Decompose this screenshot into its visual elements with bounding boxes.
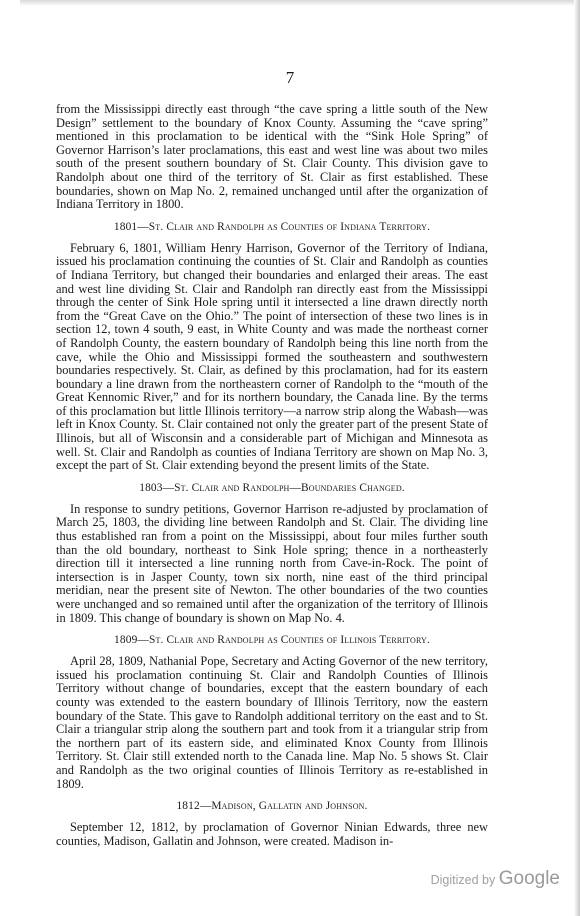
watermark-prefix: Digitized by [430, 873, 496, 887]
digitized-by-google-watermark [431, 868, 560, 890]
page-number: 7 [285, 68, 295, 87]
page-edge-shadow [574, 0, 580, 916]
google-logo: Google [498, 868, 560, 889]
paragraph: February 6, 1801, William Henry Harrison, Governor of the Territory of Indiana, issued his proclamation continuing the counties of St. Clair and Randolph as counties of Indiana Territory, but changed their boundaries and enlarged their areas. The east and west line dividing St. Clair and Randolph ran directly east from the Mississippi through the center of Sink Hole spring until it intersected a line drawn directly north from the “Great Cave on the Ohio.” The point of intersection of these two lines is in section 12, town 4 south, 9 east, in White County and was made the northeast corner of Randolph County, the eastern boundary of Randolph being this line north from the cave, while the Ohio and Mississippi formed the southeastern and southwestern boundaries respectively. St. Clair, as defined by this proclamation, had for its eastern boundary a line drawn from the northeastern corner of Randolph to the “mouth of the Great Kennomic River,” and for its northern boundary, the Canada line. By the terms of this proclamation but little Illinois territory—a narrow strip along the Wabash—was left in Knox County. St. Clair contained not only the greater part of the present State of Illinois, but all of Wisconsin and a considerable part of Michigan and Minnesota as well. St. Clair and Randolph as counties of Indiana Territory are shown on Map No. 3, except the part of St. Clair extending beyond the present limits of the State. [56, 240, 488, 473]
page-top-shadow [20, 0, 576, 6]
page-body [56, 103, 488, 848]
paragraph: from the Mississippi directly east through “the cave spring a little south of the New Design” settlement to the boundary of Knox County. Assuming the “cave spring” mentioned in this proclamation to be identical with the “Sink Hole Spring” of Governor Harrison’s later proclamations, this east and west line was about two miles south of the present southern boundary of St. Clair County. This division gave to Randolph about one third of the territory of St. Clair as first established. These boundaries, shown on Map No. 2, remained unchanged until after the organization of Indiana Territory in 1800. [56, 102, 488, 212]
section-heading: 1809—St. Clair and Randolph as Counties of Illinois Territory. [114, 634, 430, 647]
paragraph: April 28, 1809, Nathanial Pope, Secretary and Acting Governor of the new territory, issued his proclamation continuing St. Clair and Randolph Counties of Illinois Territory without change of boundaries, except that the eastern boundary of each county was extended to the eastern boundary of Illinois Territory, now the eastern boundary of the State. This gave to Randolph additional territory on the east and to St. Clair a triangular strip along the southern part and took from it a triangular strip from the northern part of its eastern side, and eliminated Knox County from Illinois Territory. St. Clair still extended north to the Canada line. Map No. 5 shows St. Clair and Randolph as the two original counties of Illinois Territory as re-established in 1809. [56, 654, 488, 791]
paragraph: September 12, 1812, by proclamation of Governor Ninian Edwards, three new counties, Madison, Gallatin and Johnson, were created. Madison in- [56, 820, 488, 848]
section-heading: 1812—Madison, Gallatin and Johnson. [176, 800, 368, 813]
paragraph: In response to sundry petitions, Governor Harrison re-adjusted by proclamation of March 25, 1803, the dividing line between Randolph and St. Clair. The dividing line thus established ran from a point on the Mississippi, about four miles further south than the old boundary, northeast to Sink Hole spring; thence in a northeasterly direction till it intersected a line running north from Cave-in-Rock. The point of intersection is in Jasper County, town six north, nine east of the third principal meridian, near the present site of Newton. The other boundaries of the two counties were unchanged and so remained until after the organization of the territory of Illinois in 1809. This change of boundary is shown on Map No. 4. [56, 501, 488, 625]
section-heading: 1801—St. Clair and Randolph as Counties of Indiana Territory. [113, 220, 431, 233]
section-heading: 1803—St. Clair and Randolph—Boundaries Changed. [139, 481, 405, 494]
